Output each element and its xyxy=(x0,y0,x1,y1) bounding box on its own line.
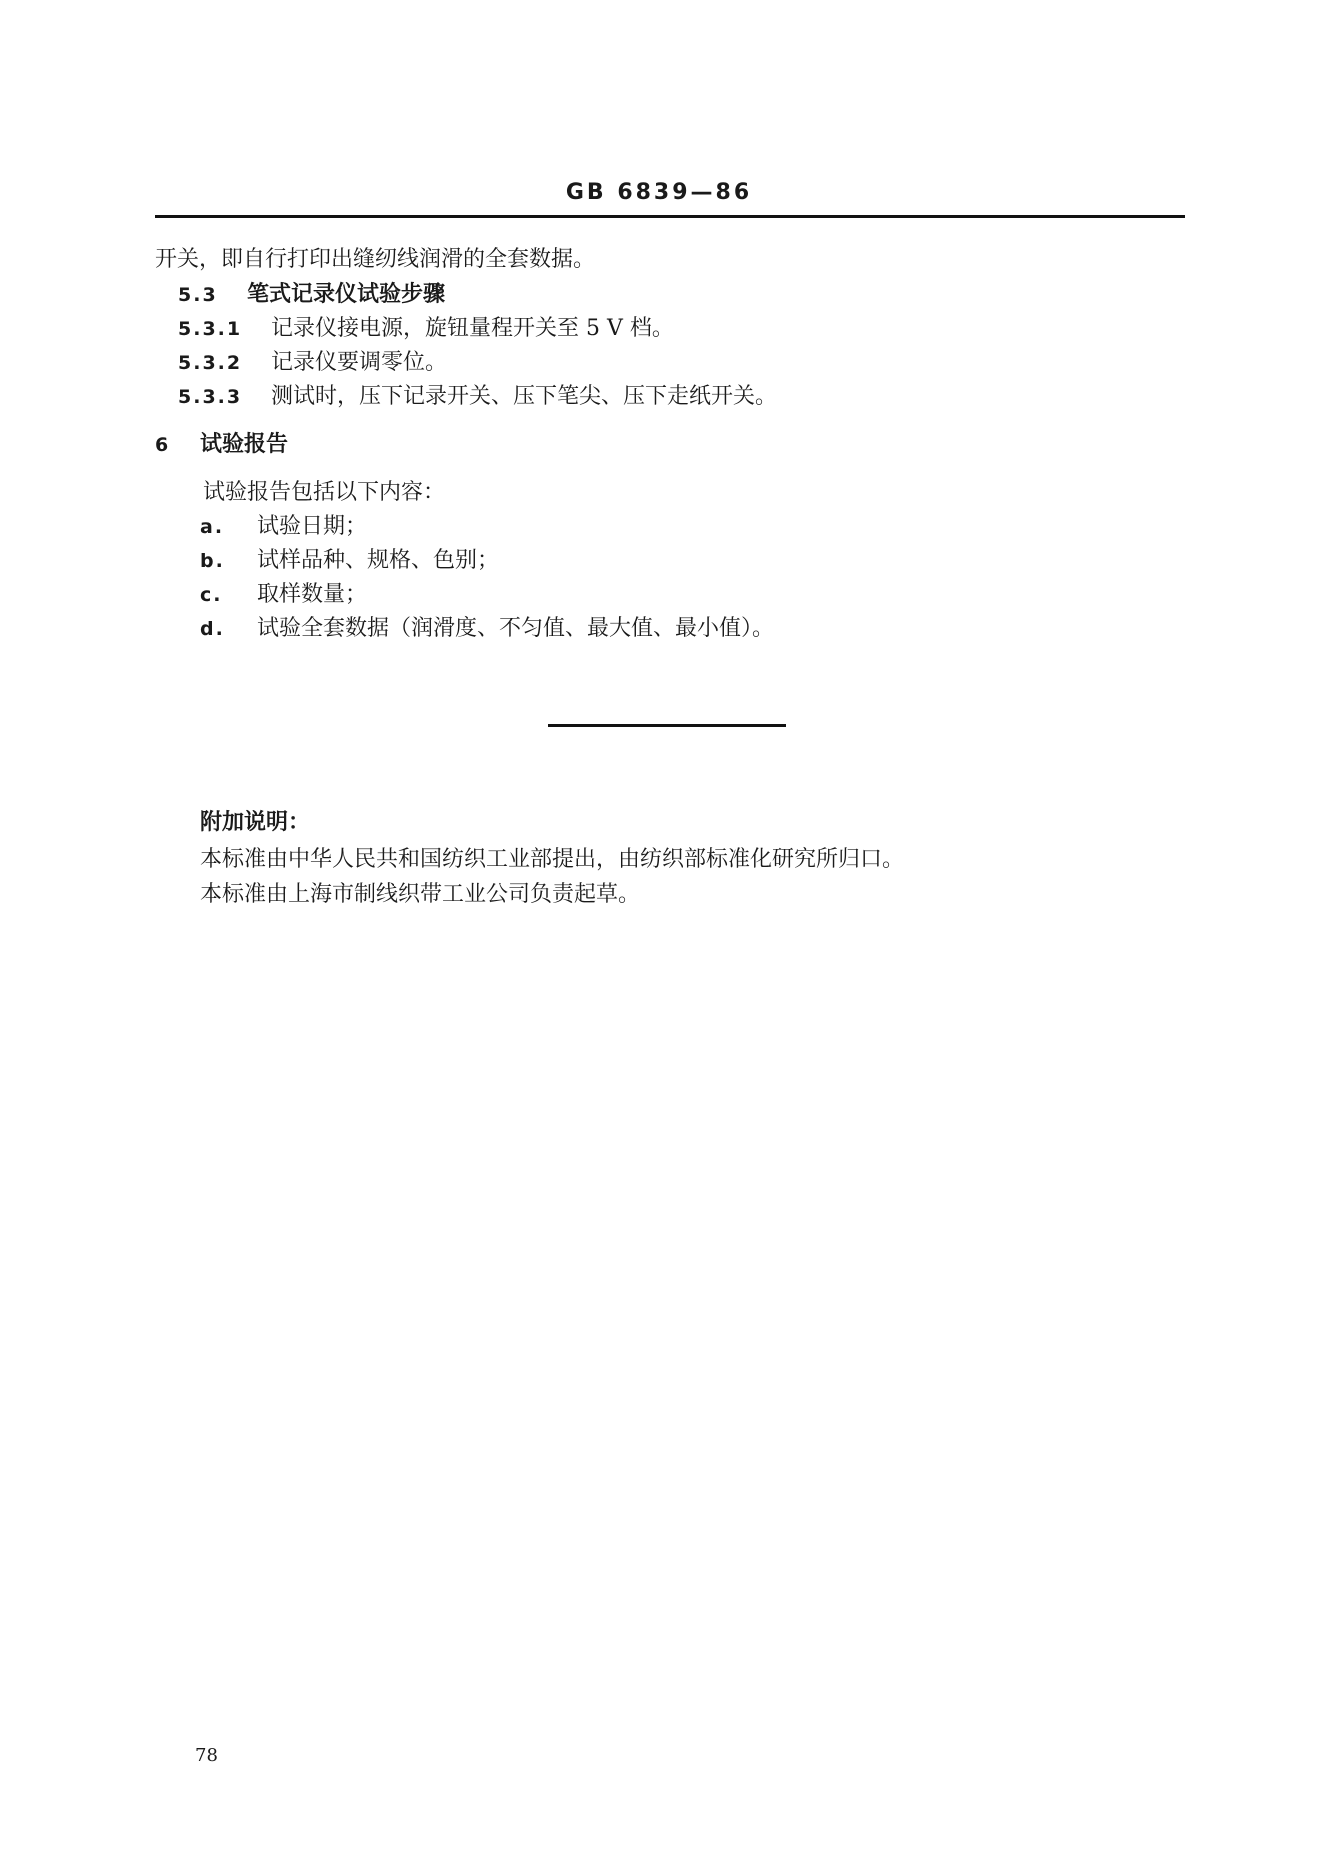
item-text: 试验全套数据（润滑度、不匀值、最大值、最小值）。 xyxy=(257,616,775,641)
item-text: 取样数量； xyxy=(257,582,368,607)
section-text: 记录仪接电源，旋钮量程开关至 5 V 档。 xyxy=(271,316,674,341)
section-5-3 xyxy=(178,280,445,310)
continuation-text: 开关，即自行打印出缝纫线润滑的全套数据。 xyxy=(155,247,596,272)
item-text: 试样品种、规格、色别； xyxy=(257,548,500,573)
notes-heading: 附加说明： xyxy=(200,810,311,835)
item-label: b. xyxy=(200,550,225,572)
section-title: 试验报告 xyxy=(200,432,289,457)
report-item xyxy=(200,512,367,542)
section-5-3-1 xyxy=(178,314,674,344)
end-of-text-rule xyxy=(548,724,786,727)
standard-code-header: GB 6839—86 xyxy=(565,180,753,205)
notes-line: 本标准由上海市制线织带工业公司负责起草。 xyxy=(200,882,641,907)
section-text: 记录仪要调零位。 xyxy=(271,350,448,375)
section-number: 5.3.3 xyxy=(178,386,243,408)
section-number: 5.3 xyxy=(178,284,218,306)
report-item xyxy=(200,614,774,644)
section-5-3-2 xyxy=(178,348,447,378)
page-number: 78 xyxy=(195,1745,218,1766)
item-label: d. xyxy=(200,618,225,640)
section-6 xyxy=(155,430,288,460)
section-5-3-3 xyxy=(178,382,777,412)
section-number: 6 xyxy=(155,434,171,456)
report-item xyxy=(200,546,499,576)
item-label: a. xyxy=(200,516,225,538)
section-text: 测试时，压下记录开关、压下笔尖、压下走纸开关。 xyxy=(271,384,778,409)
item-text: 试验日期； xyxy=(257,514,368,539)
report-intro: 试验报告包括以下内容： xyxy=(203,480,446,505)
section-title: 笔式记录仪试验步骤 xyxy=(247,282,446,307)
header-rule xyxy=(155,215,1185,218)
report-item xyxy=(200,580,367,610)
section-number: 5.3.1 xyxy=(178,318,243,340)
notes-line: 本标准由中华人民共和国纺织工业部提出，由纺织部标准化研究所归口。 xyxy=(200,847,905,872)
section-number: 5.3.2 xyxy=(178,352,243,374)
item-label: c. xyxy=(200,584,223,606)
